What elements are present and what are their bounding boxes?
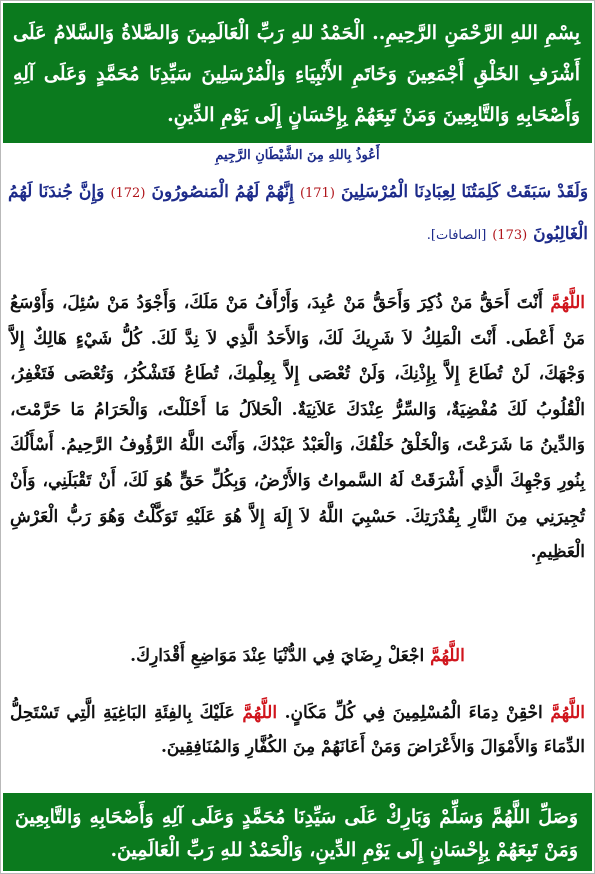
allahumma-heading: اللَّهُمَّ [430, 646, 465, 666]
verse-number-3: (173) [492, 228, 528, 243]
verse-part-1: وَلَقَدْ سَبَقَتْ كَلِمَتُنَا لِعِبَادِنَا الْمُرْسَلِينَ [341, 182, 589, 202]
surah-reference: [الصافات]. [426, 228, 487, 243]
closing-text: وَصَلِّ اللَّهُمَّ وَسَلِّمْ وَبَارِكْ عَلَى سَيِّدِنَا مُحَمَّدٍ وَعَلَى آلِهِ وَأَصْحَابِهِ وَالتَّابِعِينَ وَمَنْ تَبِعَهُمْ بِإِحْسَانٍ إِلَى يَوْمِ الدِّينِ، وَالْحَمْدُ للهِ رَبِّ الْعَالَمِينَ. [15, 806, 578, 861]
verse-part-3: وَإِنَّ جُندَنَا لَهُمُ الْغَالِبُونَ [8, 182, 588, 244]
main-supplication-text: أَنْتَ أَحَقُّ مَنْ ذُكِرَ وَأَحَقُّ مَنْ عُبِدَ، وَأَرْأَفُ مَنْ مَلَكَ، وَأَجْوَدُ مَنْ سُئِلَ، وَأَوْسَعُ مَنْ أَعْطَى. أَنْتَ الْمَلِكُ لاَ شَرِيكَ لَكَ، وَالأَحَدُ الَّذِي لاَ نِدَّ لَكَ. كُلُّ شَيْءٍ هَالِكٌ إِلاَّ وَجْهَكَ، لَنْ تُطَاعَ إِلاَّ بِإِذْنِكَ، وَلَنْ تُعْصَى إِلاَّ بِعِلْمِكَ، تُطَاعُ فَتَشْكُرُ، وَتُعْصَى فَتَغْفِرُ، الْقُلُوبُ لَكَ مُفْضِيَةٌ، وَالسِّرُّ عِنْدَكَ عَلاَنِيَةٌ. الْحَلاَلُ مَا أَحْلَلْتَ، وَالْحَرَامُ مَا حَرَّمْتَ، وَالدِّينُ مَا شَرَعْتَ، وَالْخَلْقُ خَلْقُكَ، وَالْعَبْدُ عَبْدُكَ، وَأَنْتَ اللَّهُ الرَّؤُوفُ الرَّحِيمُ. أَسْأَلُكَ بِنُورِ وَجْهِكَ الَّذِي أَشْرَقَتْ لَهُ السَّمواتُ وَالأَرْضُ، وَبِكُلِّ حَقٍّ هُوَ لَكَ، أَنْ تَقْبَلَنِي، وَأَنْ تُجِيرَنِي مِنَ النَّارِ بِقُدْرَتِكَ. حَسْبِيَ اللَّهُ لاَ إِلَهَ إِلاَّ هُوَ عَلَيْهِ تَوَكَّلْتُ وَهُوَ رَبُّ الْعَرْشِ الْعَظِيمِ. [10, 293, 585, 563]
allahumma-heading: اللَّهُمَّ [242, 703, 278, 723]
opening-text: بِسْمِ اللهِ الرَّحْمَنِ الرَّحِيمِ.. الْحَمْدُ للهِ رَبِّ الْعَالَمِينَ وَالصَّلاةُ وَالسَّلامُ عَلَى أَشْرَفِ الخَلْقِ أَجْمَعِينَ وَخَاتَمِ الأَنْبِيَاءِ وَالْمُرْسَلِينَ سَيِّدِنَا مُحَمَّدٍ وَعَلَى آلِهِ وَأَصْحَابِهِ وَالتَّابِعِينَ وَمَنْ تَبِعَهُمْ بِإِحْسَانٍ إِلَى يَوْمِ الدِّينِ. [13, 22, 580, 126]
verse-number-2: (172) [110, 186, 146, 201]
allahumma-heading: اللَّهُمَّ [550, 293, 586, 313]
protection-text-1: احْقِنْ دِمَاءَ الْمُسْلِمِينَ فِي كُلِّ مَكَانٍ. [284, 703, 543, 723]
taawudh-line: أَعُوذُ بِاللهِ مِنَ الشَّيْطَانِ الرَّجِيمِ [215, 148, 380, 163]
closing-banner [3, 793, 592, 871]
verse-part-2: إِنَّهُمْ لَهُمُ الْمَنصُورُونَ [151, 182, 294, 202]
contentment-text: اجْعَلْ رِضَايَ فِي الدُّنْيَا عِنْدَ مَوَاضِعِ أَقْدَارِكَ. [130, 646, 425, 666]
main-supplication [10, 286, 585, 571]
contentment-supplication [10, 641, 585, 671]
opening-banner [3, 3, 592, 143]
allahumma-heading: اللَّهُمَّ [550, 703, 586, 723]
quran-verse [8, 172, 588, 256]
verse-number-1: (171) [299, 186, 335, 201]
protection-text-2: عَلَيْكَ بِالفِئَةِ البَاغِيَةِ الَّتِي تَسْتَحِلُّ الدِّمَاءَ وَالأَمْوَالَ وَالأَعْرَاضَ وَمَنْ أَعَانَهُمْ مِنَ الكُفَّارِ وَالمُنَافِقِينَ. [10, 703, 585, 757]
protection-supplication [10, 696, 585, 764]
